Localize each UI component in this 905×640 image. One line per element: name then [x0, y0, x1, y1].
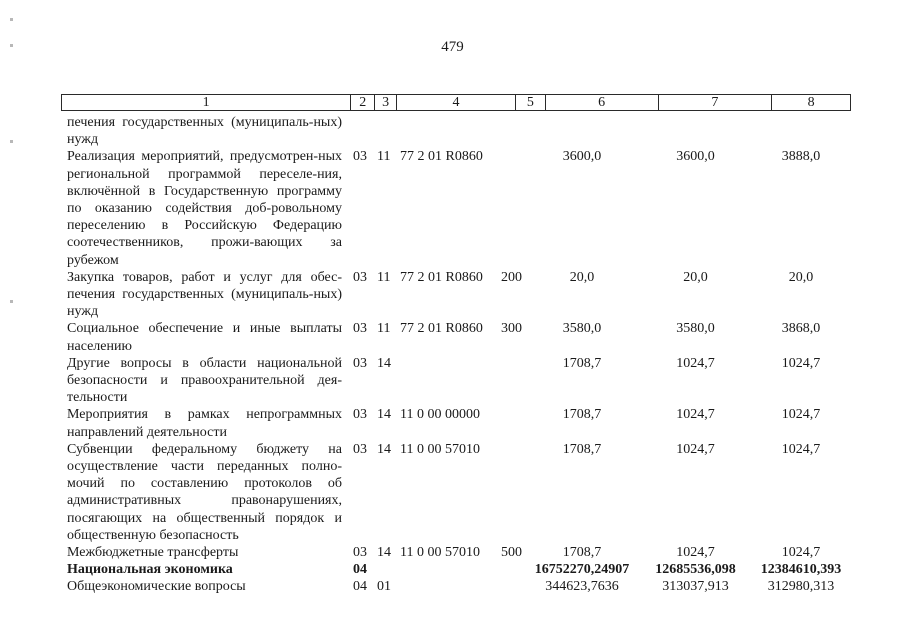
row-name: Реализация мероприятий, предусмотрен-ных региональной программой переселе-ния, включённой в Государственную программу по оказанию содействия доб-ровольному переселению в Российскую Федерацию соотечественников, прожи-вающих за рубежом: [67, 149, 342, 268]
table-row: [0, 355, 905, 407]
row-target-article: 11 0 00 57010: [400, 441, 480, 457]
row-amount-col8: 1024,7: [781, 355, 821, 371]
row-amount-col6: 1708,7: [562, 407, 602, 423]
table-row: [0, 406, 905, 440]
row-amount-col6: 1708,7: [562, 441, 602, 457]
row-amount-col7: 3580,0: [676, 321, 715, 337]
row-section: 03: [353, 321, 367, 337]
row-name: печения государственных (муниципаль-ных) нужд: [67, 115, 342, 148]
header-col-5: 5: [516, 95, 546, 110]
scan-speck: [10, 300, 13, 303]
row-amount-col6: 20,0: [569, 269, 595, 285]
table-header: [61, 94, 851, 111]
row-name: Закупка товаров, работ и услуг для обес-печения государственных (муниципаль-ных) нужд: [67, 269, 342, 320]
table-row: [0, 561, 905, 578]
header-col-8: 8: [807, 95, 815, 110]
table-row: [0, 544, 905, 561]
scan-speck: [10, 140, 13, 143]
scan-speck: [10, 18, 13, 21]
row-section: 03: [353, 269, 367, 285]
header-col-1: 1: [62, 95, 351, 110]
row-amount-col7: 1024,7: [676, 544, 715, 560]
row-amount-col7: 12685536,098: [655, 562, 736, 578]
row-expense-type: 500: [501, 544, 522, 560]
row-name: Другие вопросы в области национальной безопасности и правоохранительной дея-тельности: [67, 355, 342, 406]
row-amount-col7: 1024,7: [676, 441, 715, 457]
row-amount-col6: 1708,7: [562, 355, 602, 371]
table-row: [0, 114, 905, 148]
row-amount-col6: 3600,0: [562, 149, 602, 165]
row-amount-col6: 344623,7636: [545, 579, 619, 595]
row-subsection: 11: [377, 321, 391, 337]
header-col-6: 6: [546, 95, 659, 110]
table-row: [0, 441, 905, 544]
row-amount-col6: 16752270,24907: [534, 562, 630, 578]
row-section: 03: [353, 355, 367, 371]
row-target-article: 77 2 01 R0860: [400, 149, 483, 165]
row-expense-type: 200: [501, 269, 522, 285]
row-section: 03: [353, 149, 367, 165]
row-name: Межбюджетные трансферты: [67, 544, 239, 560]
header-col-4: 4: [397, 95, 516, 110]
row-amount-col7: 1024,7: [676, 407, 715, 423]
row-amount-col8: 12384610,393: [760, 562, 842, 578]
row-target-article: 77 2 01 R0860: [400, 269, 483, 285]
row-subsection: 14: [377, 407, 391, 423]
row-amount-col6: 1708,7: [562, 544, 602, 560]
row-amount-col8: 3888,0: [781, 149, 821, 165]
row-amount-col8: 1024,7: [781, 544, 821, 560]
row-section: 04: [353, 579, 367, 595]
header-col-2: 2: [351, 95, 375, 110]
budget-table-body: [0, 114, 905, 596]
row-section: 03: [353, 544, 367, 560]
row-amount-col7: 20,0: [683, 269, 708, 285]
row-subsection: 01: [377, 579, 391, 595]
row-name: Мероприятия в рамках непрограммных направлений деятельности: [67, 407, 342, 440]
row-name: Социальное обеспечение и иные выплаты населению: [67, 321, 342, 354]
scan-speck: [10, 44, 13, 47]
table-row: [0, 148, 905, 268]
row-subsection: 11: [377, 269, 391, 285]
row-subsection: 14: [377, 355, 391, 371]
row-section: 03: [353, 407, 367, 423]
row-amount-col7: 1024,7: [676, 355, 715, 371]
row-amount-col6: 3580,0: [562, 321, 602, 337]
header-col-3: 3: [375, 95, 397, 110]
row-name: Общеэкономические вопросы: [67, 579, 246, 595]
row-target-article: 11 0 00 57010: [400, 544, 480, 560]
row-target-article: 11 0 00 00000: [400, 407, 480, 423]
row-amount-col8: 1024,7: [781, 407, 821, 423]
row-subsection: 11: [377, 149, 391, 165]
table-row: [0, 320, 905, 354]
table-row: [0, 578, 905, 595]
row-subsection: 14: [377, 544, 391, 560]
table-row: [0, 269, 905, 321]
row-amount-col7: 313037,913: [662, 579, 729, 595]
page-number: 479: [441, 39, 464, 55]
row-name: Субвенции федеральному бюджету на осуществление части переданных полно-мочий по составлению протоколов об административных правонарушениях, посягающих на общественный порядок и общественную безопасность: [67, 441, 342, 543]
row-amount-col8: 20,0: [788, 269, 814, 285]
row-amount-col8: 312980,313: [767, 579, 835, 595]
row-amount-col7: 3600,0: [676, 149, 715, 165]
row-expense-type: 300: [501, 321, 522, 337]
row-name: Национальная экономика: [67, 562, 233, 578]
row-section: 03: [353, 441, 367, 457]
row-amount-col8: 1024,7: [781, 441, 821, 457]
row-amount-col8: 3868,0: [781, 321, 821, 337]
row-section: 04: [353, 562, 367, 578]
row-target-article: 77 2 01 R0860: [400, 321, 483, 337]
row-subsection: 14: [377, 441, 391, 457]
header-col-7: 7: [659, 95, 773, 110]
